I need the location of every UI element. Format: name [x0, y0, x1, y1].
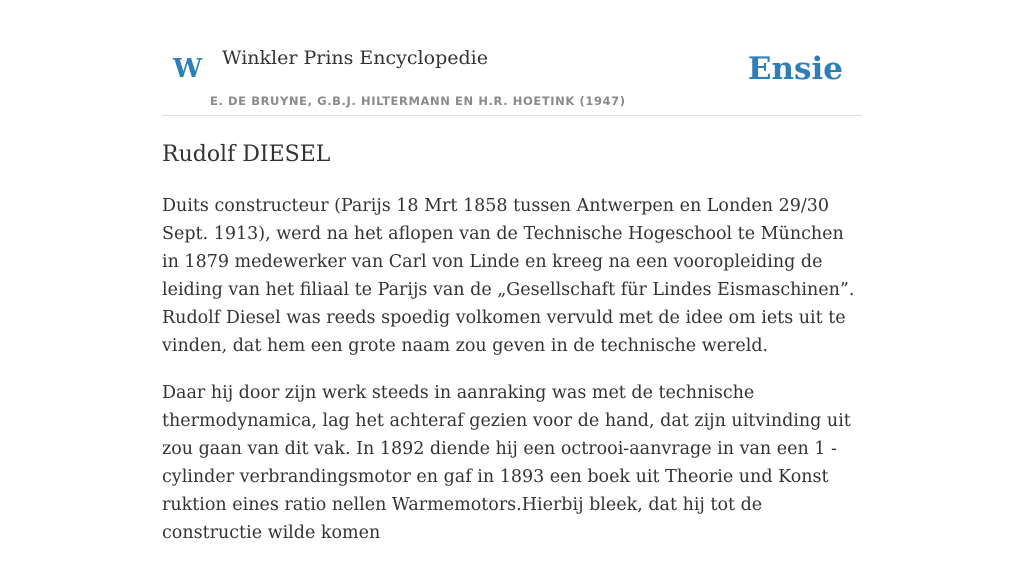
article-title: Rudolf DIESEL [162, 142, 331, 167]
article-paragraph: Daar hij door zijn werk steeds in aanraking was met de technische thermodynamica, lag het achteraf gezien voor de hand, dat zijn uitvinding uit zou gaan van dit vak. In 1892 diende hij een octrooi-aanvrage in van een 1 -cylinder verbrandingsmotor en gaf in 1893 een boek uit Theorie und Konst ruktion eines ratio nellen Warmemotors.Hierbij bleek, dat hij tot de constructie wilde komen [162, 383, 851, 543]
winkler-prins-logo[interactable]: W [173, 54, 203, 84]
article-body [162, 192, 862, 566]
publication-authors: E. DE BRUYNE, G.B.J. HILTERMANN EN H.R. HOETINK (1947) [210, 94, 626, 108]
ensie-logo[interactable]: Ensie [747, 51, 843, 87]
article-paragraph: Duits constructeur (Parijs 18 Mrt 1858 tussen Antwerpen en Londen 29/30 Sept. 1913), werd na het aflopen van de Technische Hogeschool te München in 1879 medewerker van Carl von Linde en kreeg na een vooropleiding de leiding van het filiaal te Parijs van de „Gesellschaft für Lindes Eismaschinen”. Rudolf Diesel was reeds spoedig volkomen vervuld met de idee om iets uit te vinden, dat hem een grote naam zou geven in de technische wereld. [162, 196, 855, 356]
publication-title[interactable]: Winkler Prins Encyclopedie [222, 47, 488, 69]
header [162, 40, 862, 116]
